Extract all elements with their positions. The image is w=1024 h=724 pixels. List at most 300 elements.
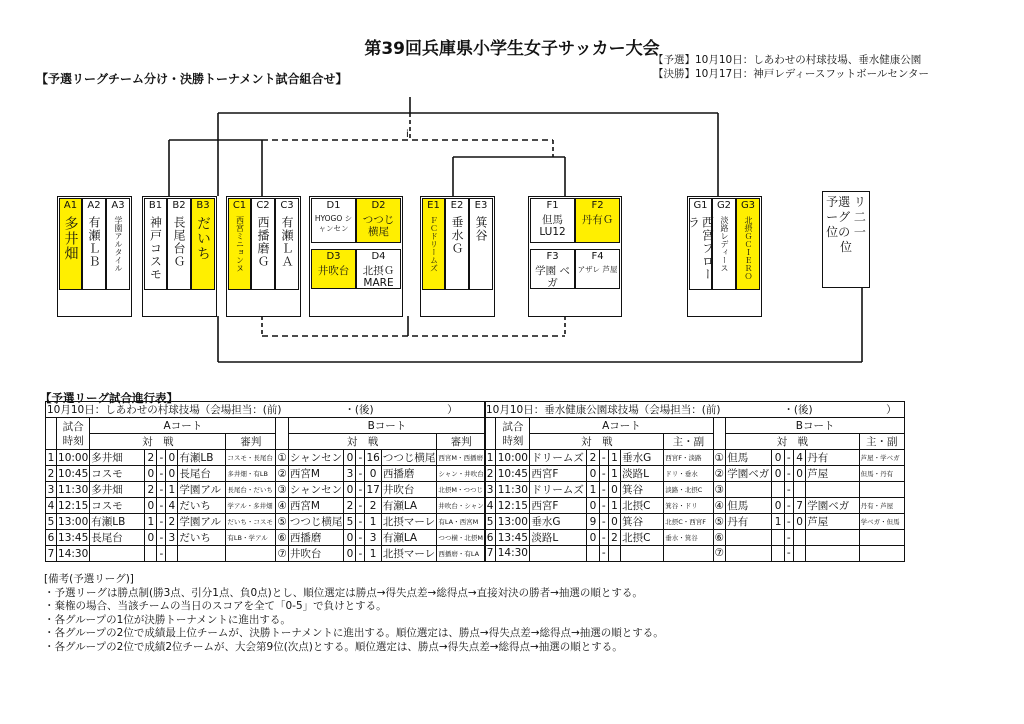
- court-b-match-number: ⑥: [277, 531, 287, 544]
- court-a-home: 淡路L: [530, 530, 587, 546]
- team-code: B1: [148, 200, 163, 211]
- match-row: [46, 498, 486, 514]
- team-f4: [575, 249, 620, 289]
- schedule-table-left: [45, 401, 486, 562]
- court-b-away: 西播磨: [381, 466, 437, 482]
- court-b-away-score: 0: [793, 466, 805, 482]
- court-b-home: [726, 482, 772, 498]
- court-a-referee: 北摂C・西宮F: [664, 514, 713, 530]
- court-b-home: 西宮M: [288, 498, 344, 514]
- team-name: 西播磨Ｇ: [256, 216, 270, 268]
- team-g2: [712, 198, 736, 290]
- team-name: 北摂Ｇ MARE: [362, 265, 395, 289]
- team-name: だいち: [195, 216, 211, 261]
- team-d2: [356, 198, 401, 243]
- team-d4: [356, 249, 401, 289]
- court-a-home-score: 0: [587, 466, 599, 482]
- court-a-referee: [664, 546, 713, 562]
- court-a-away-score: 2: [166, 514, 178, 530]
- team-code: C3: [280, 200, 294, 211]
- score-dash: -: [356, 450, 365, 466]
- team-code: D4: [371, 251, 386, 262]
- team-code: A2: [87, 200, 101, 211]
- court-b-referee: [859, 482, 904, 498]
- court-b-referee: 丹有・芦屋: [859, 498, 904, 514]
- court-a-home-score: 0: [145, 466, 157, 482]
- court-b-referee: 芦屋・学ベガ: [859, 450, 904, 466]
- court-a-away: 有瀬LB: [178, 450, 226, 466]
- court-b-away: 有瀬LA: [381, 530, 437, 546]
- court-b-away-score: [793, 546, 805, 562]
- court-b-match-number: ⑤: [714, 515, 725, 528]
- court-b-match-number: ③: [277, 483, 287, 496]
- court-b-away: 北摂マーレ: [381, 514, 437, 530]
- team-code: B2: [172, 200, 186, 211]
- score-dash: -: [784, 514, 793, 530]
- court-b-home: [726, 530, 772, 546]
- court-b-referee: つつ横・北摂M: [437, 530, 486, 546]
- court-b-away: [806, 530, 859, 546]
- team-code: A3: [111, 200, 125, 211]
- match-row: [46, 546, 486, 562]
- court-a-referee: 垂水・箕谷: [664, 530, 713, 546]
- court-a-home: コスモ: [90, 466, 145, 482]
- vs-header: 対 戦: [90, 434, 226, 450]
- court-b-referee: 西宮M・西播磨: [437, 450, 486, 466]
- court-b-referee: シャン・井吹台: [437, 466, 486, 482]
- court-a-away-score: 0: [608, 482, 620, 498]
- court-a-home-score: 2: [145, 482, 157, 498]
- team-b1: [144, 198, 167, 290]
- team-code: B3: [196, 200, 210, 211]
- court-a-home-score: 2: [587, 450, 599, 466]
- match-row: [46, 466, 486, 482]
- court-b-home: 丹有: [726, 514, 772, 530]
- team-code: D2: [371, 200, 386, 211]
- score-dash: -: [157, 514, 166, 530]
- court-a-away: 垂水G: [621, 450, 664, 466]
- court-a-away: だいち: [178, 498, 226, 514]
- team-g3: [736, 198, 760, 290]
- team-code: F1: [546, 200, 559, 211]
- court-a-referee: 淡路・北摂C: [664, 482, 713, 498]
- match-time: 14:30: [58, 547, 89, 560]
- match-row: [485, 530, 905, 546]
- team-name: 垂水Ｇ: [450, 216, 464, 255]
- score-dash: -: [784, 450, 793, 466]
- team-name: 多井畑: [62, 216, 79, 261]
- match-time: 14:30: [497, 547, 528, 560]
- court-b-home: 井吹台: [288, 546, 344, 562]
- score-dash: -: [157, 498, 166, 514]
- court-b-referee: 北摂M・つつじ: [437, 482, 486, 498]
- court-b-away: 芦屋: [806, 514, 859, 530]
- court-a-home: [90, 546, 145, 562]
- score-dash: -: [157, 466, 166, 482]
- court-a-referee: ドリ・垂水: [664, 466, 713, 482]
- court-b-match-number: ⑤: [277, 515, 287, 528]
- court-b-home-score: 5: [344, 514, 356, 530]
- match-time: 12:15: [497, 499, 528, 512]
- team-a3: [106, 198, 130, 290]
- court-a-away: 学園アル: [178, 514, 226, 530]
- court-b-referee: [859, 546, 904, 562]
- team-name: 長尾台Ｇ: [172, 216, 186, 268]
- court-b-away-score: 3: [365, 530, 381, 546]
- score-dash: -: [599, 514, 608, 530]
- match-number: 6: [485, 530, 496, 546]
- court-a-away: 淡路L: [621, 466, 664, 482]
- bracket-label: i: [406, 129, 409, 140]
- vs-header: 対 戦: [530, 434, 664, 450]
- score-dash: -: [157, 546, 166, 562]
- team-name: 但馬 LU12: [539, 214, 566, 238]
- court-b-away-score: 4: [793, 450, 805, 466]
- match-time: 10:00: [497, 451, 528, 464]
- match-number: 4: [485, 498, 496, 514]
- court-b-home-score: 0: [772, 498, 784, 514]
- court-b-referee: 有LA・西宮M: [437, 514, 486, 530]
- score-dash: -: [599, 530, 608, 546]
- team-code: A1: [63, 200, 78, 211]
- notes: [44, 573, 664, 655]
- court-b-away: 有瀬LA: [381, 498, 437, 514]
- court-a-referee: 有LB・学アル: [226, 530, 276, 546]
- match-number: 7: [46, 546, 57, 562]
- team-name: 有瀬ＬＢ: [87, 216, 101, 268]
- match-number: 4: [46, 498, 57, 514]
- team-name: 箕谷: [474, 216, 488, 242]
- court-a-home-score: 1: [587, 482, 599, 498]
- team-code: G2: [716, 200, 732, 211]
- ref-header: 主・副: [859, 434, 904, 450]
- score-dash: -: [356, 530, 365, 546]
- match-time: 12:15: [58, 499, 89, 512]
- court-b-away-score: 16: [366, 451, 380, 464]
- left-header: 10月10日：しあわせの村球技場（会場担当：(前) ・(後) ）: [46, 402, 486, 418]
- court-a-home: 多井畑: [90, 450, 145, 466]
- match-time: 13:00: [497, 515, 528, 528]
- match-time: 10:00: [58, 451, 89, 464]
- score-dash: -: [356, 482, 365, 498]
- team-d3: [311, 249, 356, 289]
- court-b-header: Bコート: [726, 418, 905, 434]
- court-a-away-score: 1: [608, 498, 620, 514]
- court-b-match-number: ②: [714, 467, 725, 480]
- match-row: [485, 450, 905, 466]
- match-number: 2: [485, 466, 496, 482]
- team-a2: [82, 198, 106, 290]
- court-a-referee: 多井畑・有LB: [226, 466, 276, 482]
- court-b-home-score: 0: [344, 546, 356, 562]
- team-code: D1: [326, 200, 341, 211]
- match-row: [485, 466, 905, 482]
- team-c2: [251, 198, 275, 290]
- court-a-away: 北摂C: [621, 498, 664, 514]
- court-b-away: 芦屋: [806, 466, 859, 482]
- court-b-away-score: 0: [793, 514, 805, 530]
- court-a-home: [530, 546, 587, 562]
- time-header: 試合 時刻: [496, 418, 530, 450]
- team-e2: [445, 198, 469, 290]
- time-header: 試合 時刻: [57, 418, 90, 450]
- court-b-match-number: ⑦: [714, 547, 725, 560]
- court-a-away-score: 0: [166, 466, 178, 482]
- match-number: 3: [46, 482, 57, 498]
- court-b-home-score: [772, 482, 784, 498]
- team-code: F2: [591, 200, 604, 211]
- court-b-referee: 西播磨・有LA: [437, 546, 486, 562]
- page-title: 第39回兵庫県小学生女子サッカー大会: [364, 39, 660, 59]
- court-b-match-number: ⑦: [277, 547, 287, 560]
- court-a-home: ドリームズ: [530, 482, 587, 498]
- team-e1: [422, 198, 445, 290]
- section-subtitle: 【予選リーグチーム分け・決勝トーナメント試合組合せ】: [36, 72, 348, 86]
- team-name: HYOGO シャンセン: [314, 214, 353, 233]
- team-a1: [59, 198, 82, 290]
- court-a-referee: コスモ・長尾台: [226, 450, 276, 466]
- court-a-home: ドリームズ: [530, 450, 587, 466]
- team-code: E3: [474, 200, 488, 211]
- court-a-header: Aコート: [530, 418, 713, 434]
- match-row: [485, 498, 905, 514]
- team-name: ＦＣドリームズ: [429, 216, 439, 272]
- score-dash: -: [356, 546, 365, 562]
- team-code: F3: [546, 251, 559, 262]
- court-a-home-score: 0: [587, 530, 599, 546]
- team-name: 有瀬ＬＡ: [280, 216, 294, 268]
- match-number: 2: [46, 466, 57, 482]
- court-b-home: 但馬: [726, 498, 772, 514]
- score-dash: -: [356, 466, 365, 482]
- score-dash: -: [356, 498, 365, 514]
- court-b-away-score: 2: [365, 498, 381, 514]
- match-row: [485, 482, 905, 498]
- court-a-away-score: 1: [608, 466, 620, 482]
- court-a-away-score: [608, 546, 620, 562]
- court-a-home-score: 0: [145, 498, 157, 514]
- court-b-away-score: 0: [365, 466, 381, 482]
- court-b-away-score: 1: [365, 514, 381, 530]
- vs-header: 対 戦: [726, 434, 859, 450]
- team-name: つつじ 横尾: [362, 214, 395, 238]
- wildcard-slot: 予選 リーグ 二位の 一位: [822, 191, 870, 288]
- court-b-match-number: ②: [277, 467, 287, 480]
- court-b-home: 但馬: [726, 450, 772, 466]
- team-name: 井吹台: [317, 265, 350, 277]
- notes-title: [備考(予選リーグ)]: [44, 573, 134, 585]
- team-c3: [275, 198, 299, 290]
- ref-header: 主・副: [664, 434, 713, 450]
- match-row: [46, 482, 486, 498]
- ref-header: 審判: [226, 434, 276, 450]
- court-a-referee: 西宮F・淡路: [664, 450, 713, 466]
- match-time: 11:30: [497, 483, 528, 496]
- team-name: 北摂ＧＣＩＥＲＯ: [744, 216, 753, 280]
- team-c1: [228, 198, 251, 290]
- court-b-home-score: 0: [772, 466, 784, 482]
- court-a-home: 有瀬LB: [90, 514, 145, 530]
- team-code: E1: [427, 200, 440, 211]
- match-number: 1: [46, 450, 57, 466]
- court-a-referee: 箕谷・ドリ: [664, 498, 713, 514]
- score-dash: -: [784, 498, 793, 514]
- score-dash: -: [599, 546, 608, 562]
- court-a-away: だいち: [178, 530, 226, 546]
- team-name: 神戸コスモ: [148, 216, 163, 281]
- note-line: ・予選リーグは勝点制(勝3点、引分1点、負0点)とし、順位選定は勝点→得失点差→総得点→直接対決の勝者→抽選の順とする。: [44, 586, 643, 599]
- court-a-home: 多井畑: [90, 482, 145, 498]
- team-code: G1: [693, 200, 708, 211]
- court-a-home: コスモ: [90, 498, 145, 514]
- vs-header: 対 戦: [288, 434, 437, 450]
- match-row: [485, 514, 905, 530]
- team-b3: [191, 198, 215, 290]
- court-b-home: [726, 546, 772, 562]
- court-a-away: 学園アル: [178, 482, 226, 498]
- match-row: [46, 450, 486, 466]
- court-b-home: つつじ横尾: [288, 514, 344, 530]
- score-dash: -: [157, 530, 166, 546]
- match-row: [46, 514, 486, 530]
- court-b-away: つつじ横尾: [381, 450, 437, 466]
- court-b-home-score: 1: [772, 514, 784, 530]
- court-b-home: 西播磨: [288, 530, 344, 546]
- court-a-away: 箕谷: [621, 514, 664, 530]
- court-b-referee: 学ベガ・但馬: [859, 514, 904, 530]
- court-b-away: 学園ベガ: [806, 498, 859, 514]
- team-f1: [530, 198, 575, 243]
- schedule-table-right: [484, 401, 905, 562]
- court-a-away: 長尾台: [178, 466, 226, 482]
- note-line: ・各グループの2位で成績2位チームが、大会第9位(次点)とする。順位選定は、勝点→得失点差→総得点→抽選の順とする。: [44, 640, 623, 653]
- team-d1: [311, 198, 356, 243]
- court-b-home-score: 0: [772, 450, 784, 466]
- court-b-home-score: [772, 546, 784, 562]
- court-b-home-score: 0: [344, 450, 356, 466]
- court-a-home-score: 1: [145, 514, 157, 530]
- team-name: アザレ 芦屋: [577, 265, 618, 274]
- court-b-away-score: [793, 530, 805, 546]
- court-a-home: 西宮F: [530, 466, 587, 482]
- note-line: ・各グループの2位で成績最上位チームが、決勝トーナメントに進出する。順位選定は、勝点→得失点差→総得点→抽選の順とする。: [44, 627, 664, 640]
- team-code: C2: [256, 200, 270, 211]
- score-dash: -: [784, 482, 793, 498]
- team-code: D3: [326, 251, 341, 262]
- court-b-home-score: 3: [344, 466, 356, 482]
- court-a-away-score: [166, 546, 178, 562]
- score-dash: -: [157, 450, 166, 466]
- court-a-home-score: 9: [587, 514, 599, 530]
- schedule-title: 【予選リーグ試合進行表】: [40, 391, 178, 405]
- court-b-away: 井吹台: [381, 482, 437, 498]
- score-dash: -: [599, 466, 608, 482]
- right-header: 10月10日：垂水健康公園球技場（会場担当：(前) ・(後) ）: [485, 402, 905, 418]
- court-b-away-score: 1: [365, 546, 381, 562]
- match-number: 3: [485, 482, 496, 498]
- match-time: 13:45: [497, 531, 528, 544]
- court-a-away: 北摂C: [621, 530, 664, 546]
- court-a-away-score: 4: [166, 498, 178, 514]
- court-b-home: シャンセン: [288, 450, 344, 466]
- venue-info-final: 【決勝】10月17日：神戸レディースフットボールセンター: [653, 68, 929, 80]
- match-time: 11:30: [58, 483, 89, 496]
- score-dash: -: [784, 466, 793, 482]
- court-a-away-score: 0: [608, 514, 620, 530]
- venue-info-prelim: 【予選】10月10日：しあわせの村球技場、垂水健康公園: [653, 54, 922, 66]
- court-b-home: シャンセン: [288, 482, 344, 498]
- team-name: 丹有Ｇ: [581, 214, 614, 226]
- team-e3: [469, 198, 493, 290]
- court-a-referee: だいち・コスモ: [226, 514, 276, 530]
- match-row: [485, 546, 905, 562]
- team-code: G3: [740, 200, 756, 211]
- score-dash: -: [784, 530, 793, 546]
- court-a-away: [621, 546, 664, 562]
- score-dash: -: [784, 546, 793, 562]
- team-name: 西宮フローラ: [686, 216, 715, 281]
- score-dash: -: [599, 498, 608, 514]
- court-b-home-score: [772, 530, 784, 546]
- team-code: C1: [232, 200, 247, 211]
- court-a-home-score: 2: [145, 450, 157, 466]
- court-a-referee: [226, 546, 276, 562]
- score-dash: -: [599, 482, 608, 498]
- court-a-home-score: [587, 546, 599, 562]
- court-b-away: 丹有: [806, 450, 859, 466]
- court-b-referee: 但馬・丹有: [859, 466, 904, 482]
- match-time: 13:00: [58, 515, 89, 528]
- court-b-home-score: 2: [344, 498, 356, 514]
- court-a-away-score: 2: [608, 530, 620, 546]
- court-b-match-number: ④: [277, 499, 287, 512]
- court-a-referee: 学アル・多井畑: [226, 498, 276, 514]
- court-a-home-score: [145, 546, 157, 562]
- match-number: 7: [485, 546, 496, 562]
- court-b-match-number: ⑥: [714, 531, 725, 544]
- court-b-away-score: [793, 482, 805, 498]
- team-name: 淡路レディース: [720, 216, 729, 272]
- court-b-header: Bコート: [288, 418, 485, 434]
- team-g1: [686, 198, 715, 290]
- match-number: 1: [485, 450, 496, 466]
- court-b-referee: 井吹台・シャン: [437, 498, 486, 514]
- court-a-home: 垂水G: [530, 514, 587, 530]
- match-time: 10:45: [497, 467, 528, 480]
- court-b-away: 北摂マーレ: [381, 546, 437, 562]
- court-a-away-score: 1: [166, 482, 178, 498]
- score-dash: -: [356, 514, 365, 530]
- court-b-home: 学園ベガ: [726, 466, 772, 482]
- note-line: ・各グループの1位が決勝トーナメントに進出する。: [44, 613, 291, 626]
- court-b-away: [806, 482, 859, 498]
- court-a-home: 長尾台: [90, 530, 145, 546]
- court-a-home-score: 0: [145, 530, 157, 546]
- team-b2: [167, 198, 191, 290]
- team-f3: [530, 249, 575, 289]
- court-a-away-score: 3: [166, 530, 178, 546]
- team-code: F4: [591, 251, 604, 262]
- court-b-away-score: 17: [366, 483, 380, 496]
- match-number: 5: [46, 514, 57, 530]
- court-b-away: [806, 546, 859, 562]
- match-time: 10:45: [58, 467, 89, 480]
- match-time: 13:45: [58, 531, 89, 544]
- court-b-referee: [859, 530, 904, 546]
- court-a-home: 西宮F: [530, 498, 587, 514]
- court-b-home-score: 0: [344, 530, 356, 546]
- court-b-away-score: 7: [793, 498, 805, 514]
